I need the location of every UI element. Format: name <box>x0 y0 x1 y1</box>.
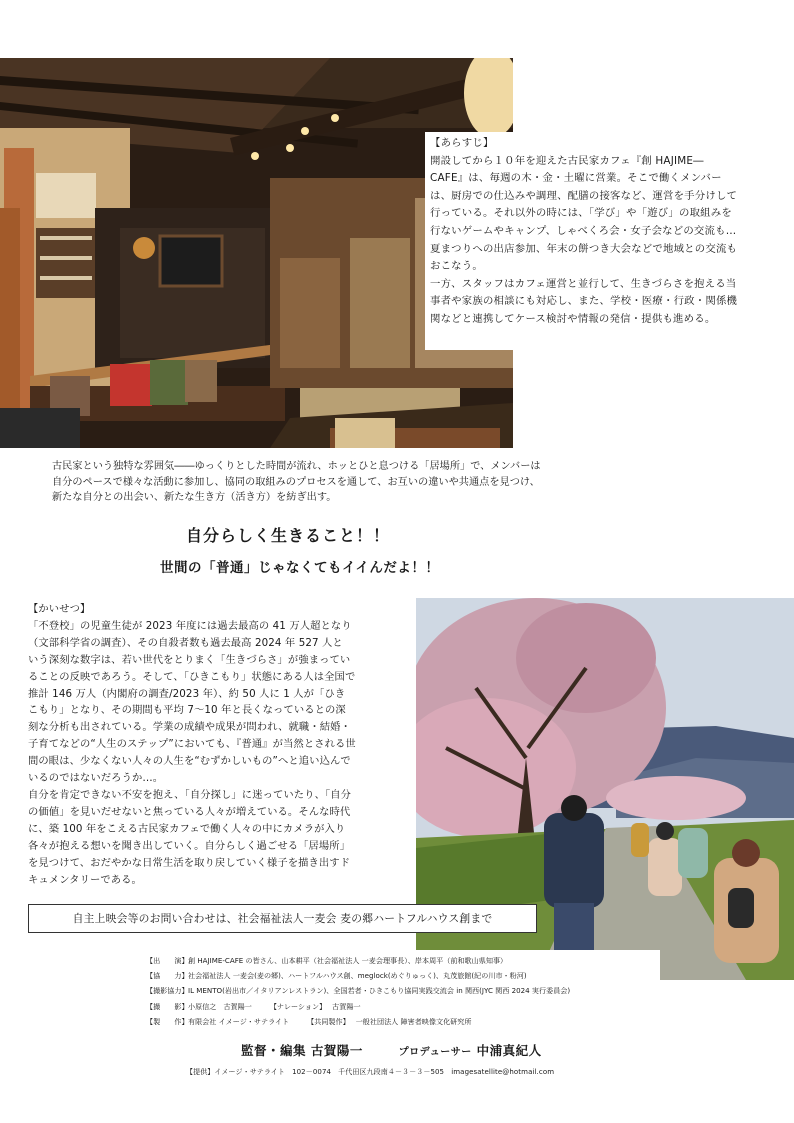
credit-text: 小原信之 古賀陽一 <box>188 1001 252 1011</box>
credit-text: 社会福祉法人 一麦会(麦の郷)、ハートフルハウス創、meglock(めぐりゅっく)、丸茂旅館(紀の川市・粉河) <box>188 971 527 981</box>
synopsis-heading: 【あらすじ】 <box>430 137 494 149</box>
credits-list <box>146 953 666 1029</box>
credit-text-narration: 古賀陽一 <box>332 1001 361 1011</box>
credit-text: 創 HAJIME-CAFE の皆さん、山本耕平（社会福祉法人 一麦会理事長）、岸本周平（前和歌山県知事） <box>188 956 508 965</box>
commentary-body: 「不登校」の児童生徒が 2023 年度には過去最高の 41 万人超となり （文部科学省の調査）、その自殺者数も過去最高 2024 年 527 人と いう深刻な数字は、若い世代をとりまく「生きづらさ」が強まってい ることの反映であろう。そして、「ひきこもり」状態にある人は全国で 推計 146 万人（内閣府の調査/2023 年）、約 50 人に 1 人が「ひき こもり」となり、その期間も平均 7～10 年と長くなっているとの深 刻な分析も出されている。学業の成績や成果が問われ、就職・結婚・ 子育てなどの“人生のステップ”においても、『普通』が当然とされる世 間の眼は、少なくない人々の人生を“むずかしいもの”へと追い込んで いるのではないだろうか…。 自分を肯定できない不安を抱え、「自分探し」に迷っていたり、「自分 の価値」を見いだせないと焦っている人々が増えている。そんな時代 に、築 100 年をこえる古民家カフェで働く人々の中にカメラが入り 各々が抱える想いを聞き出していく。自分らしく過ごせる「居場所」 を見つけて、おだやかな日常生活を取り戻していく様子を描き出すド キュメンタリーである。 <box>28 619 356 886</box>
commentary-section <box>28 601 410 888</box>
credit-text: 有限会社 イメージ・サテライト <box>188 1016 290 1026</box>
credit-row-production <box>146 1014 666 1029</box>
contact-box: 自主上映会等のお問い合わせは、社会福祉法人一麦会 麦の郷ハートフルハウス創まで <box>28 904 537 933</box>
credit-label-coproduction: 【共同製作】 <box>307 1016 350 1026</box>
credit-text-coproduction: 一般社団法人 障害者映像文化研究所 <box>355 1016 472 1026</box>
headline-main: 自分らしく生きること！！ <box>186 526 391 545</box>
headline-sub: 世間の「普通」じゃなくてもイイんだよ！！ <box>160 560 440 576</box>
synopsis-paragraph-1: 開設してから１０年を迎えた古民家カフェ『創 HAJIME― CAFE』は、毎週の木・金・土曜に営業。そこで働くメンバー は、厨房での仕込みや調理、配膳の接客など、運営を手分けして 行っている。それ以外の時には、「学び」や「遊び」の取組みを 行ないゲームやキャンプ、しゃべくろ会・女子会などの交流も… 夏まつりへの出店参加、年末の餅つき大会などで地域との交流も おこなう。 <box>430 154 738 273</box>
director-name: 古賀陽一 <box>310 1043 363 1058</box>
producer-name: 中浦真紀人 <box>476 1043 542 1058</box>
credit-label-narration: 【ナレーション】 <box>269 1001 327 1011</box>
lead-paragraph: 古民家という独特な雰囲気――ゆっくりとした時間が流れ、ホッとひと息つける「居場所」で、メンバーは 自分のペースで様々な活動に参加し、協同の取組みのプロセスを通して、お互いの違いや共通点を見つけ、 新たな自分との出会い、新たな生き方（活き方）を紡ぎ出す。 <box>52 461 541 504</box>
synopsis-paragraph-2: 一方、スタッフはカフェ運営と並行して、生きづらさを抱える当 事者や家族の相談にも対応し、また、学校・医療・行政・関係機 関などと連携してケース検討や情報の発信・提供も進める。 <box>430 277 738 325</box>
synopsis-box <box>425 132 794 350</box>
credit-label: 【協 力】 <box>146 971 189 981</box>
credit-row-camera <box>146 999 666 1014</box>
credit-row-cast <box>146 953 666 968</box>
producer-label: プロデューサー <box>398 1047 472 1058</box>
footer-provider: 【提供】イメージ・サテライト 102－0074 千代田区九段南４－３－３－505 imagesatellite@hotmail.com <box>186 1068 555 1076</box>
director-label: 監督・編集 <box>241 1043 307 1058</box>
credit-label: 【出 演】 <box>146 956 189 965</box>
commentary-heading: 【かいせつ】 <box>28 603 91 615</box>
credit-row-filming-cooperation <box>146 983 666 998</box>
credit-label: 【製 作】 <box>146 1016 189 1026</box>
credit-label: 【撮 影】 <box>146 1001 189 1011</box>
credit-row-cooperation <box>146 968 666 983</box>
director-producer-line <box>241 1041 542 1059</box>
credit-label: 【撮影協力】 <box>146 986 189 996</box>
credit-text: IL MENTO(岩出市／イタリアンレストラン)、全国若者・ひきこもり協同実践交流会 in 関西(JYC 関西 2024 実行委員会) <box>188 986 571 996</box>
